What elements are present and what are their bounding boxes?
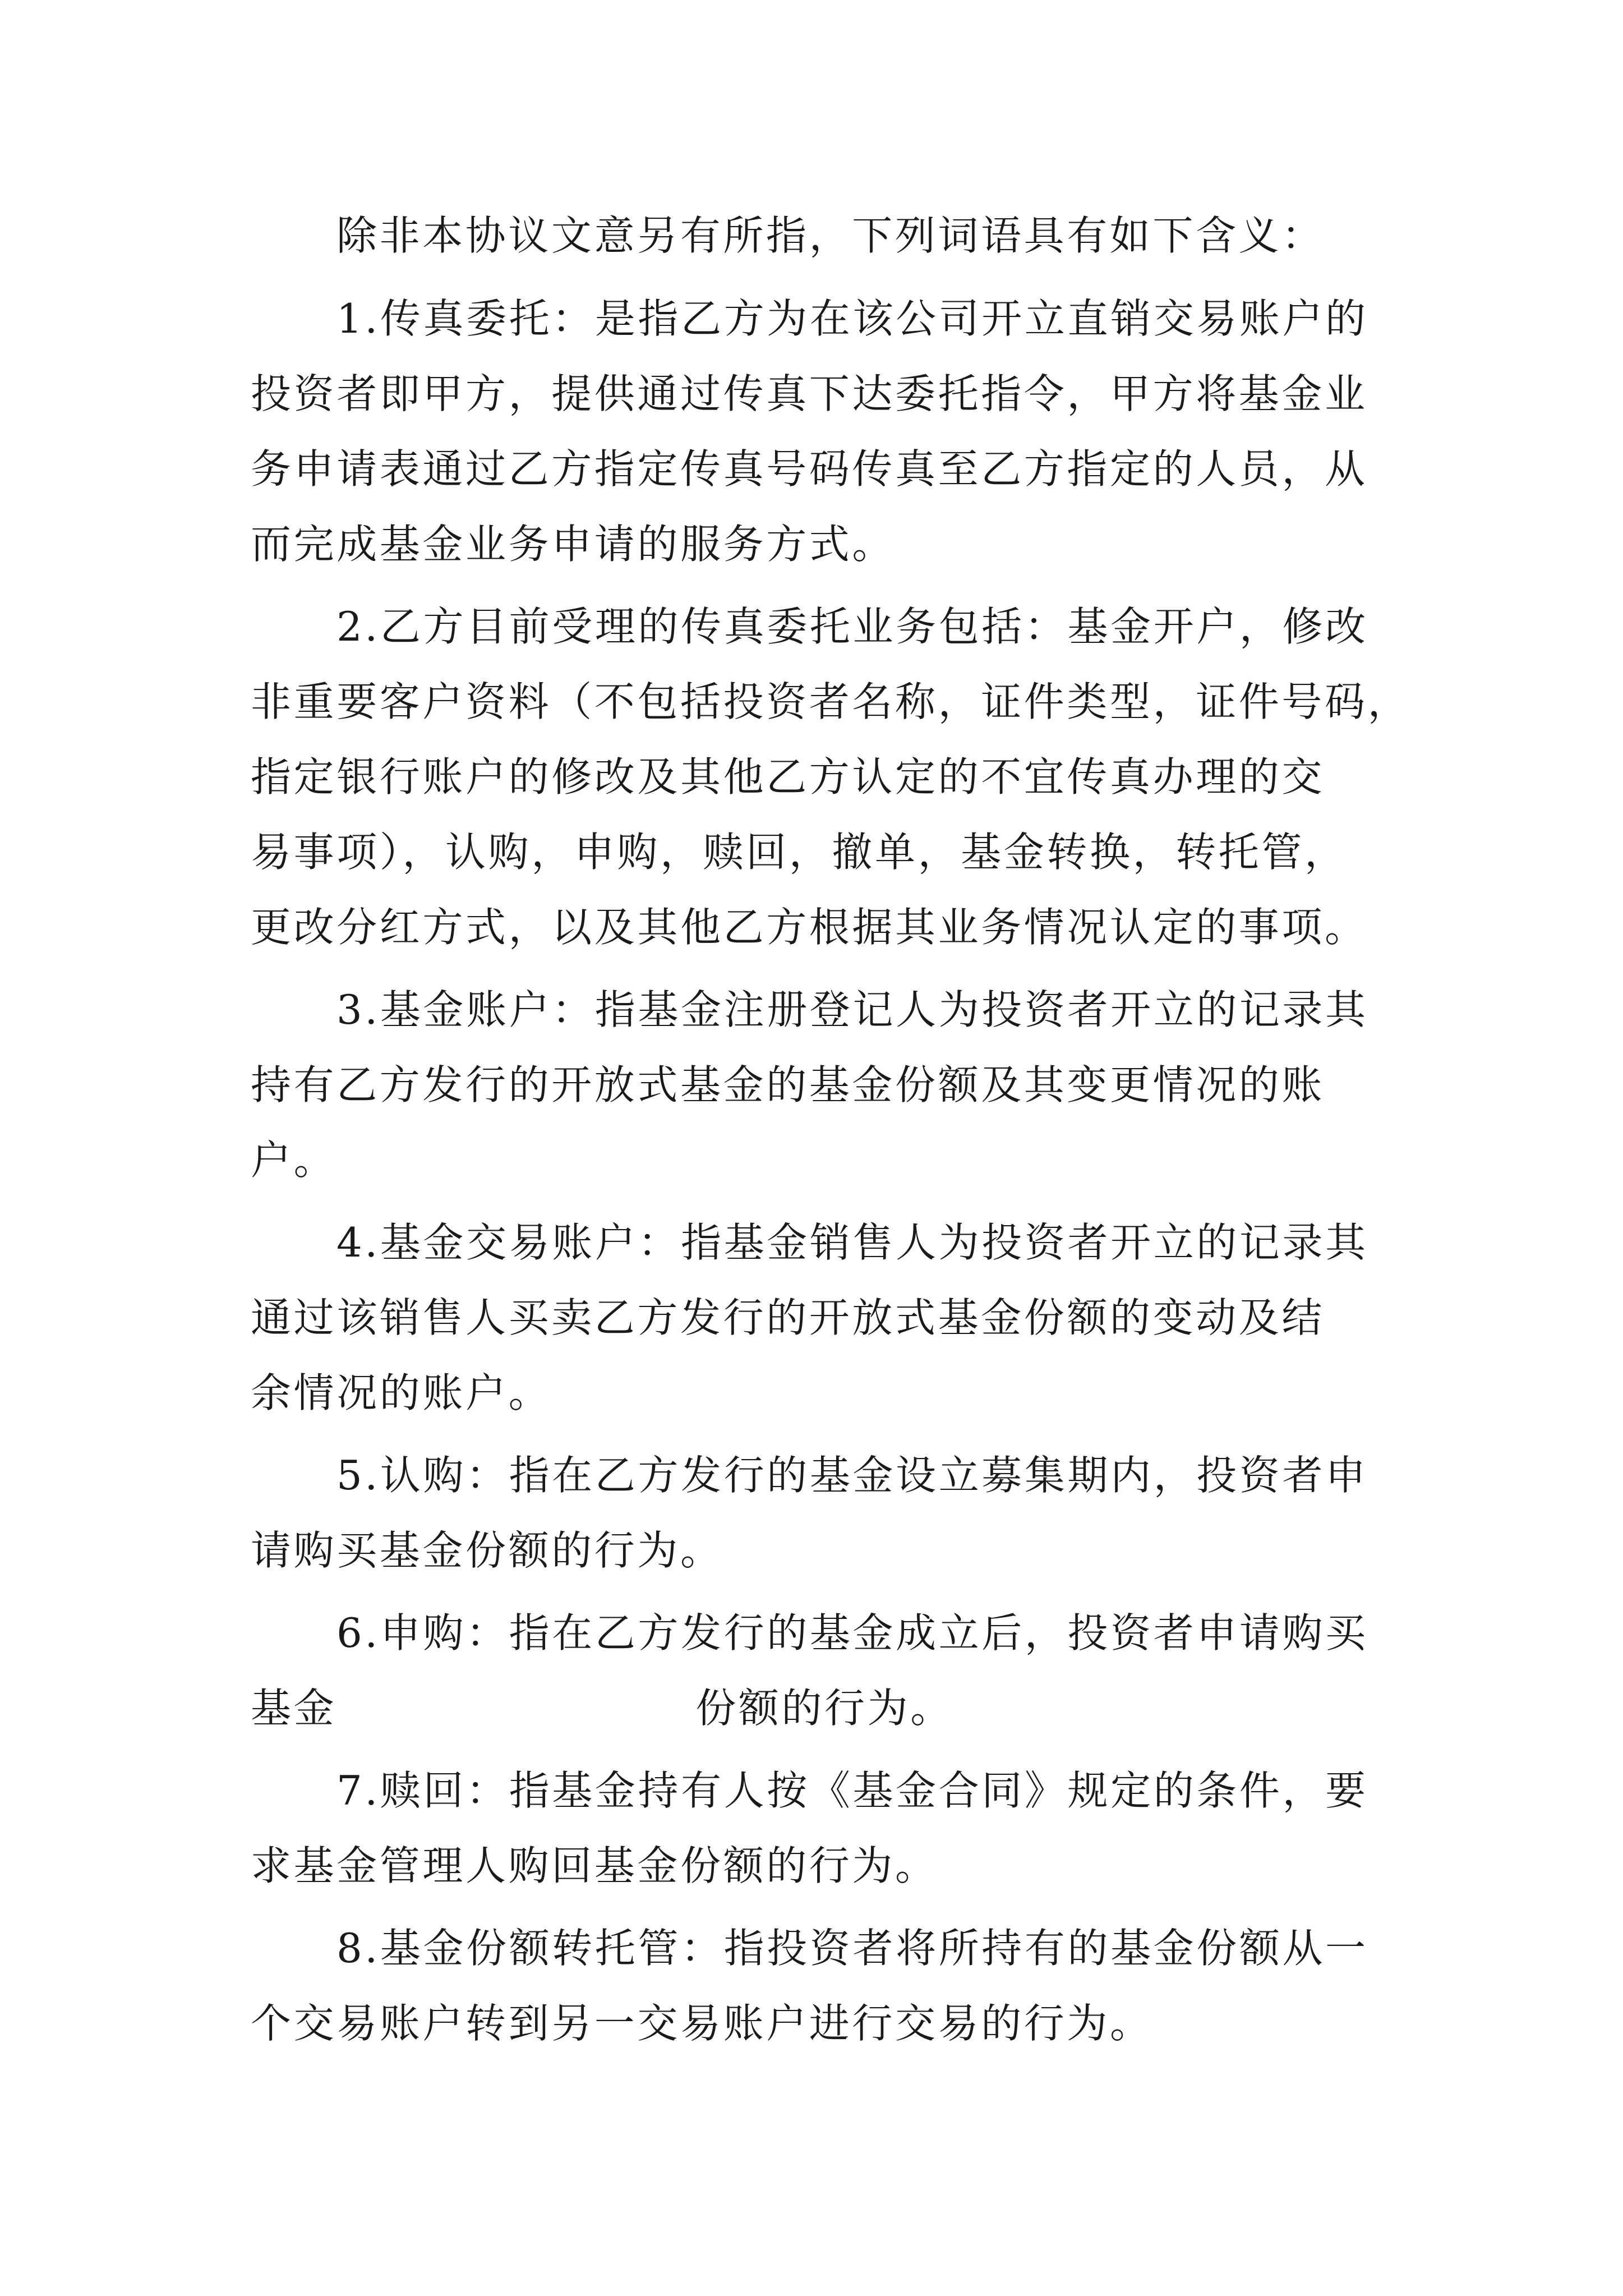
item2-line4: 易事项），认购，申购，赎回，撤单，基金转换，转托管， <box>251 829 1348 876</box>
item3-line2: 持有乙方发行的开放式基金的基金份额及其变更情况的账 <box>251 1061 1325 1108</box>
item5-line2: 请购买基金份额的行为。 <box>251 1527 723 1574</box>
item7-line2: 求基金管理人购回基金份额的行为。 <box>251 1842 938 1889</box>
item3-line1: 3.基金账户：指基金注册登记人为投资者开立的记录其 <box>336 986 1368 1033</box>
item7-line1: 7.赎回：指基金持有人按《基金合同》规定的条件，要 <box>336 1767 1368 1814</box>
item1-line3: 务申请表通过乙方指定传真号码传真至乙方指定的人员，从 <box>251 445 1368 493</box>
item3-line3: 户。 <box>251 1137 337 1184</box>
item5-line1: 5.认购：指在乙方发行的基金设立募集期内，投资者申 <box>336 1452 1368 1499</box>
item2-line3: 指定银行账户的修改及其他乙方认定的不宜传真办理的交 <box>251 753 1325 800</box>
item6-line2-end: 份额的行为。 <box>695 1685 953 1732</box>
item1-line4: 而完成基金业务申请的服务方式。 <box>251 521 896 568</box>
item2-line1: 2.乙方目前受理的传真委托业务包括：基金开户，修改 <box>336 603 1368 650</box>
item1-line1: 1.传真委托：是指乙方为在该公司开立直销交易账户的 <box>336 295 1368 342</box>
item4-line3: 余情况的账户。 <box>251 1369 552 1416</box>
item8-line1: 8.基金份额转托管：指投资者将所持有的基金份额从一 <box>336 1925 1368 1972</box>
item6-line2 <box>251 1680 953 1736</box>
item6-line1: 6.申购：指在乙方发行的基金成立后，投资者申请购买 <box>336 1609 1368 1657</box>
item4-line1: 4.基金交易账户：指基金销售人为投资者开立的记录其 <box>336 1219 1368 1266</box>
item8-line2: 个交易账户转到另一交易账户进行交易的行为。 <box>251 2000 1153 2047</box>
item6-line2-start: 基金 <box>251 1685 337 1732</box>
item1-line2: 投资者即甲方，提供通过传真下达委托指令，甲方将基金业 <box>251 370 1368 417</box>
item4-line2: 通过该销售人买卖乙方发行的开放式基金份额的变动及结 <box>251 1294 1325 1341</box>
intro-line: 除非本协议文意另有所指，下列词语具有如下含义： <box>336 212 1325 259</box>
item2-line5: 更改分红方式，以及其他乙方根据其业务情况认定的事项。 <box>251 904 1368 951</box>
item2-line2: 非重要客户资料（不包括投资者名称，证件类型，证件号码， <box>251 678 1411 725</box>
